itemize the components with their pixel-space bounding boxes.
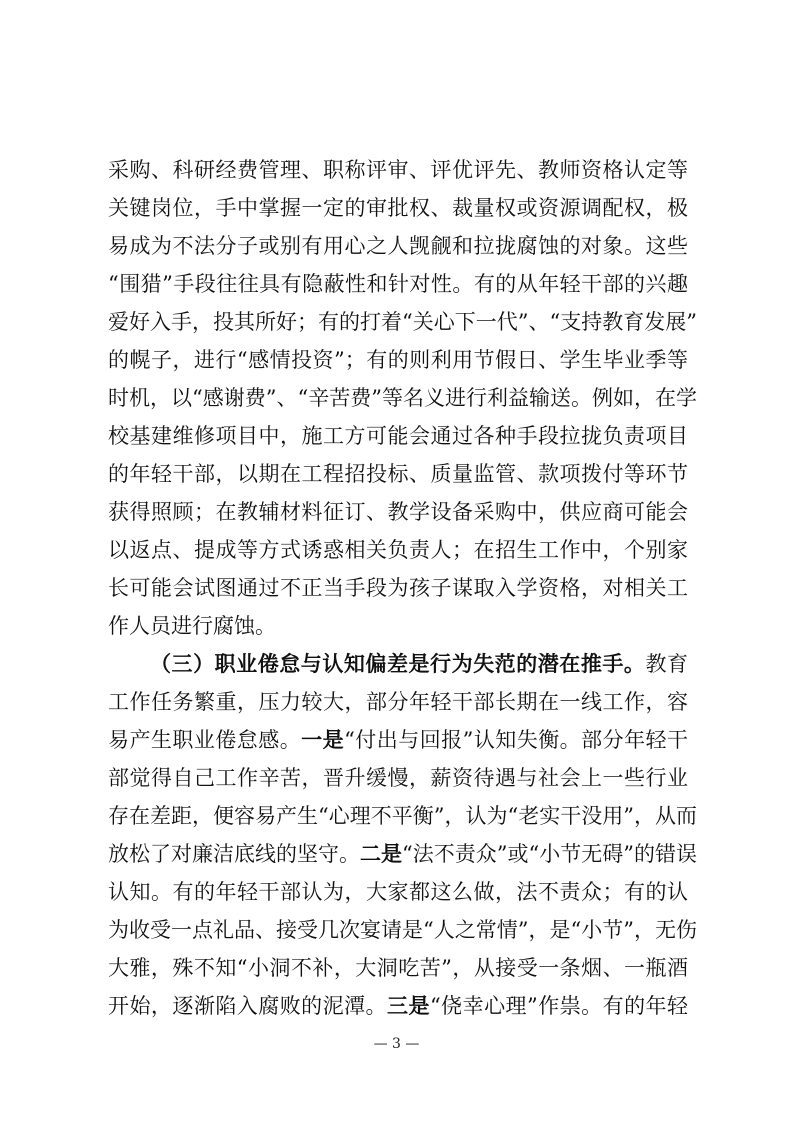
text-line: “围猎”手段往往具有隐蔽性和针对性。有的从年轻干部的兴趣 [108, 272, 688, 296]
text-line: 作人员进行腐蚀。 [108, 614, 276, 638]
emphasis-first: 一是 [301, 728, 345, 752]
text-span: 放松了对廉洁底线的坚守。 [108, 842, 360, 866]
text-line [108, 988, 688, 1024]
text-line [108, 722, 688, 758]
text-span: 易产生职业倦怠感。 [108, 728, 302, 752]
section-heading: （三）职业倦怠与认知偏差是行为失范的潜在推手。 [150, 652, 646, 676]
emphasis-third: 三是 [387, 994, 430, 1018]
text-line: 校基建维修项目中，施工方可能会通过各种手段拉拢负责项目 [108, 424, 688, 448]
text-line: 时机，以“感谢费”、“辛苦费”等名义进行利益输送。例如，在学 [108, 386, 697, 410]
text-line: 的幌子，进行“感情投资”；有的则利用节假日、学生毕业季等 [108, 348, 688, 372]
text-line: 长可能会试图通过不正当手段为孩子谋取入学资格，对相关工 [108, 576, 688, 600]
section-heading-line [150, 646, 688, 682]
text-span: 教育 [645, 652, 689, 676]
text-line: 获得照顾；在教辅材料征订、教学设备采购中，供应商可能会 [108, 500, 688, 524]
text-line: 以返点、提成等方式诱惑相关负责人；在招生工作中，个别家 [108, 538, 688, 562]
text-line: 易成为不法分子或别有用心之人觊觎和拉拢腐蚀的对象。这些 [108, 234, 688, 258]
text-line: 关键岗位，手中掌握一定的审批权、裁量权或资源调配权，极 [108, 196, 688, 220]
text-line: 工作任务繁重，压力较大，部分年轻干部长期在一线工作，容 [108, 690, 688, 714]
text-line: 爱好入手，投其所好；有的打着“关心下一代”、“支持教育发展” [108, 310, 697, 334]
text-span: “侥幸心理”作祟。有的年轻 [429, 994, 689, 1018]
text-line: 的年轻干部，以期在工程招投标、质量监管、款项拨付等环节 [108, 462, 688, 486]
text-span: “法不责众”或“小节无碍”的错误 [402, 842, 697, 866]
page-number: — 3 — [373, 1036, 420, 1052]
text-line: 存在差距，便容易产生“心理不平衡”，认为“老实干没用”，从而 [108, 804, 697, 828]
text-line: 采购、科研经费管理、职称评审、评优评先、教师资格认定等 [108, 158, 688, 182]
text-line: 大雅，殊不知“小洞不补，大洞吃苦”，从接受一条烟、一瓶酒 [108, 956, 688, 980]
text-line: 认知。有的年轻干部认为，大家都这么做，法不责众；有的认 [108, 880, 688, 904]
text-line: 部觉得自己工作辛苦，晋升缓慢，薪资待遇与社会上一些行业 [108, 766, 688, 790]
text-line: 为收受一点礼品、接受几次宴请是“人之常情”，是“小节”，无伤 [108, 918, 697, 942]
text-span: 开始，逐渐陷入腐败的泥潭。 [108, 994, 388, 1018]
text-line [108, 836, 697, 872]
text-span: “付出与回报”认知失衡。部分年轻干 [344, 728, 688, 752]
emphasis-second: 二是 [360, 842, 402, 866]
